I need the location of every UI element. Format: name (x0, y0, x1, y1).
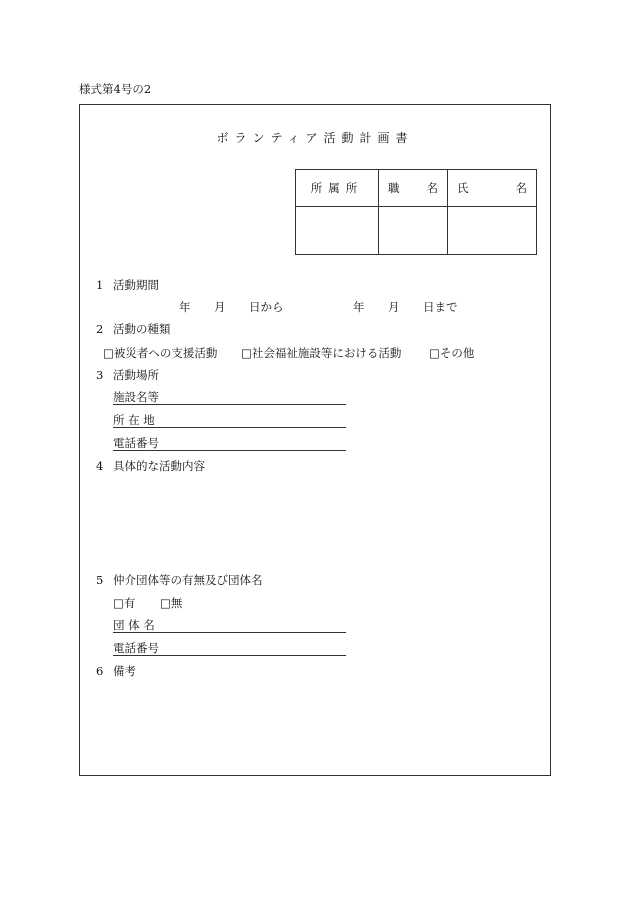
facility-phone-label: 電話番号 (113, 436, 159, 450)
facility-name-field[interactable] (113, 390, 346, 405)
position-header-part2: 名 (426, 181, 438, 195)
name-cell[interactable] (448, 207, 537, 255)
position-cell[interactable] (379, 207, 448, 255)
section1-number: 1 (96, 278, 104, 292)
affiliation-cell[interactable] (296, 207, 379, 255)
section3-number: 3 (96, 368, 104, 382)
signature-table (295, 169, 537, 255)
name-header-part2: 名 (515, 181, 527, 195)
form-number-label: 様式第4号の2 (79, 82, 152, 96)
period-start-year-label: 年 (179, 300, 191, 314)
section2-heading: 活動の種類 (113, 322, 171, 336)
period-start-day-label: 日から (249, 300, 284, 314)
period-start-month-label: 月 (214, 300, 226, 314)
organization-phone-label: 電話番号 (113, 641, 159, 655)
period-end-year-label: 年 (353, 300, 365, 314)
section5-heading: 仲介団体等の有無及び団体名 (113, 573, 263, 587)
section4-number: 4 (96, 459, 104, 473)
remarks-area[interactable] (113, 684, 533, 764)
activity-details-area[interactable] (113, 478, 533, 568)
document-title: ボランティア活動計画書 (216, 131, 414, 145)
facility-phone-field[interactable] (113, 436, 346, 451)
organization-name-label: 団 体 名 (113, 618, 155, 632)
section4-heading: 具体的な活動内容 (113, 459, 205, 473)
name-header-part1: 氏 (457, 181, 469, 195)
facility-address-label: 所 在 地 (113, 413, 155, 427)
section3-heading: 活動場所 (113, 368, 159, 382)
section6-number: 6 (96, 664, 104, 678)
position-header (379, 170, 448, 207)
name-header (448, 170, 537, 207)
facility-name-label: 施設名等 (113, 390, 159, 404)
period-end-month-label: 月 (388, 300, 400, 314)
intermediary-no-checkbox[interactable]: □無 (160, 596, 183, 610)
intermediary-yes-checkbox[interactable]: □有 (113, 596, 136, 610)
activity-type-welfare-checkbox[interactable]: □社会福祉施設等における活動 (241, 346, 402, 360)
organization-name-field[interactable] (113, 618, 346, 633)
section5-number: 5 (96, 573, 104, 587)
section6-heading: 備考 (113, 664, 136, 678)
organization-phone-field[interactable] (113, 641, 346, 656)
section2-number: 2 (96, 322, 104, 336)
activity-type-other-checkbox[interactable]: □その他 (429, 346, 475, 360)
activity-type-disaster-checkbox[interactable]: □被災者への支援活動 (103, 346, 218, 360)
facility-address-field[interactable] (113, 413, 346, 428)
affiliation-header: 所属所 (296, 170, 379, 207)
period-end-day-label: 日まで (423, 300, 458, 314)
section1-heading: 活動期間 (113, 278, 159, 292)
position-header-part1: 職 (388, 181, 400, 195)
